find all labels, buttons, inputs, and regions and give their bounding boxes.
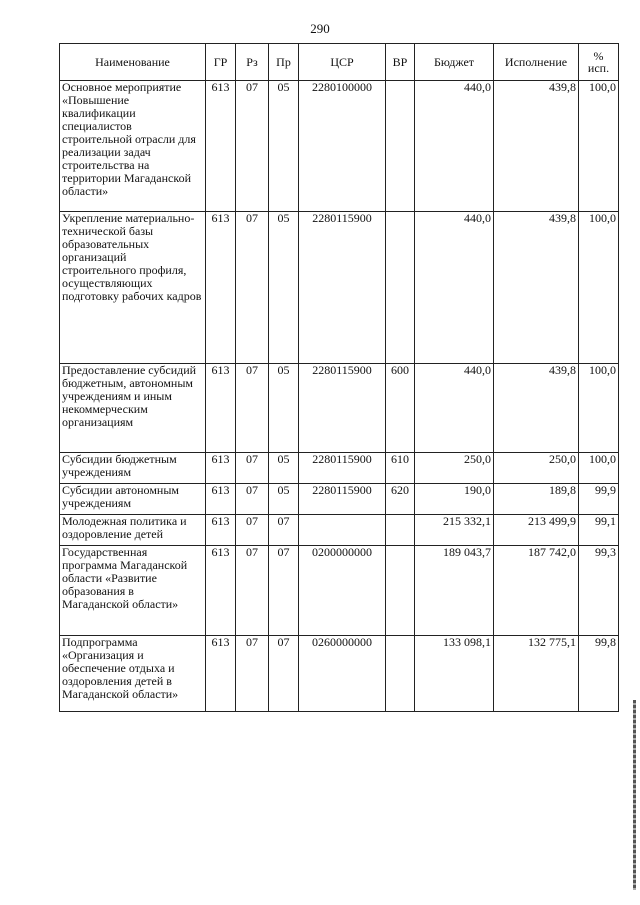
row-pr: 05: [269, 81, 299, 212]
row-budget: 440,0: [415, 364, 494, 453]
header-budget: Бюджет: [415, 44, 494, 81]
row-name: Субсидии автономным учреждениям: [60, 484, 206, 515]
scan-edge-mark: [633, 700, 636, 890]
row-gr: 613: [206, 484, 236, 515]
row-pr: 07: [269, 515, 299, 546]
row-rz: 07: [236, 546, 269, 636]
row-name: Государственная программа Магаданской области «Развитие образования в Магаданской области»: [60, 546, 206, 636]
row-budget: 250,0: [415, 453, 494, 484]
row-gr: 613: [206, 515, 236, 546]
header-gr: ГР: [206, 44, 236, 81]
row-rz: 07: [236, 453, 269, 484]
row-csr: 2280115900: [299, 484, 386, 515]
row-pr: 05: [269, 484, 299, 515]
table-row: [60, 515, 619, 546]
row-budget: 215 332,1: [415, 515, 494, 546]
row-percent: 99,1: [579, 515, 619, 546]
row-budget: 133 098,1: [415, 636, 494, 712]
row-execution: 189,8: [494, 484, 579, 515]
row-execution: 213 499,9: [494, 515, 579, 546]
row-percent: 99,8: [579, 636, 619, 712]
header-percent: [579, 44, 619, 81]
row-vr: [386, 212, 415, 364]
row-csr: 2280115900: [299, 453, 386, 484]
row-vr: 610: [386, 453, 415, 484]
row-budget: 190,0: [415, 484, 494, 515]
row-vr: [386, 81, 415, 212]
row-percent: 100,0: [579, 81, 619, 212]
row-csr: [299, 515, 386, 546]
row-name: Основное мероприятие «Повышение квалификации специалистов строительной отрасли для реализации задач строительства на территории Магаданской области»: [60, 81, 206, 212]
table-row: [60, 212, 619, 364]
row-name: Молодежная политика и оздоровление детей: [60, 515, 206, 546]
header-rz: Рз: [236, 44, 269, 81]
row-execution: 439,8: [494, 364, 579, 453]
row-pr: 05: [269, 212, 299, 364]
row-percent: 99,9: [579, 484, 619, 515]
header-name: Наименование: [60, 44, 206, 81]
row-gr: 613: [206, 81, 236, 212]
header-row: [60, 44, 619, 81]
row-gr: 613: [206, 636, 236, 712]
row-execution: 439,8: [494, 212, 579, 364]
row-name: Укрепление материально-технической базы образовательных организаций строительного профиля, осуществляющих подготовку рабочих кадров: [60, 212, 206, 364]
table-row: [60, 636, 619, 712]
table-row: [60, 484, 619, 515]
row-pr: 05: [269, 364, 299, 453]
header-pr: Пр: [269, 44, 299, 81]
row-rz: 07: [236, 364, 269, 453]
row-vr: [386, 546, 415, 636]
row-pr: 07: [269, 636, 299, 712]
row-execution: 132 775,1: [494, 636, 579, 712]
row-gr: 613: [206, 364, 236, 453]
row-rz: 07: [236, 515, 269, 546]
row-csr: 0200000000: [299, 546, 386, 636]
table-row: [60, 81, 619, 212]
row-name: Предоставление субсидий бюджетным, автономным учреждениям и иным некоммерческим организациям: [60, 364, 206, 453]
row-execution: 250,0: [494, 453, 579, 484]
row-pr: 05: [269, 453, 299, 484]
row-csr: 2280100000: [299, 81, 386, 212]
budget-execution-table: [59, 43, 619, 712]
row-rz: 07: [236, 484, 269, 515]
row-rz: 07: [236, 81, 269, 212]
row-csr: 2280115900: [299, 364, 386, 453]
row-percent: 100,0: [579, 453, 619, 484]
row-gr: 613: [206, 546, 236, 636]
row-rz: 07: [236, 212, 269, 364]
table-row: [60, 364, 619, 453]
row-csr: 0260000000: [299, 636, 386, 712]
row-vr: 600: [386, 364, 415, 453]
row-vr: 620: [386, 484, 415, 515]
row-execution: 439,8: [494, 81, 579, 212]
row-budget: 440,0: [415, 81, 494, 212]
page-number: 290: [310, 21, 330, 36]
row-execution: 187 742,0: [494, 546, 579, 636]
row-rz: 07: [236, 636, 269, 712]
table-header: [60, 44, 619, 81]
header-execution: Исполнение: [494, 44, 579, 81]
row-vr: [386, 515, 415, 546]
header-percent-sign: %: [593, 49, 604, 63]
row-pr: 07: [269, 546, 299, 636]
table-row: [60, 453, 619, 484]
row-budget: 440,0: [415, 212, 494, 364]
row-percent: 100,0: [579, 212, 619, 364]
row-percent: 99,3: [579, 546, 619, 636]
table-row: [60, 546, 619, 636]
row-name: Субсидии бюджетным учреждениям: [60, 453, 206, 484]
row-vr: [386, 636, 415, 712]
row-gr: 613: [206, 212, 236, 364]
row-budget: 189 043,7: [415, 546, 494, 636]
row-gr: 613: [206, 453, 236, 484]
row-percent: 100,0: [579, 364, 619, 453]
header-csr: ЦСР: [299, 44, 386, 81]
header-percent-label: исп.: [587, 61, 610, 75]
header-vr: ВР: [386, 44, 415, 81]
row-name: Подпрограмма «Организация и обеспечение отдыха и оздоровления детей в Магаданской области»: [60, 636, 206, 712]
row-csr: 2280115900: [299, 212, 386, 364]
table-body: [60, 81, 619, 712]
